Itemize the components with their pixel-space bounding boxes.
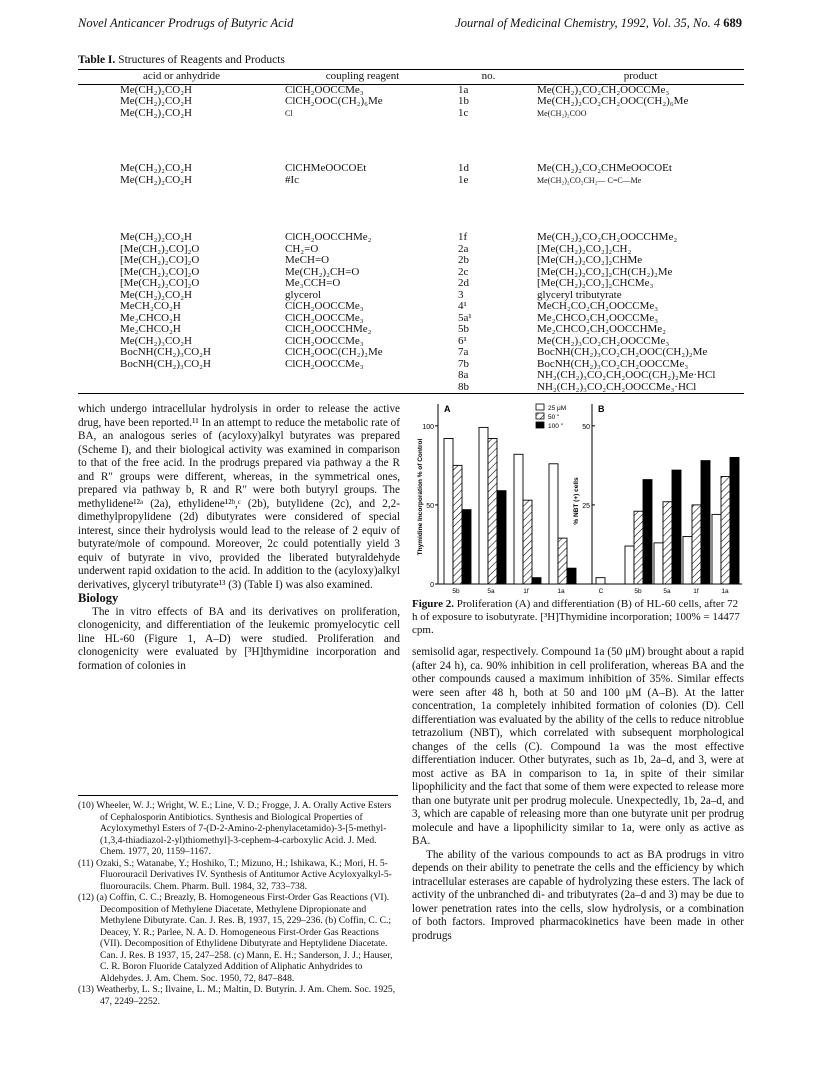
- legend-label-1: 50 ": [548, 414, 560, 421]
- y-axis-label-b: % NBT (+) cells: [573, 477, 580, 525]
- body-paragraph: The ability of the various compounds to act as BA prodrugs in vitro depends on their ability to penetrate the cells and the efficiency by which intracellular esterases are capable of hydrolyzing these esters. The lack of activity of the unbranched di- and tributyrates (2a–d and 3) may be due to lower penetration rates into the cells, slow hydrolysis, or a combination of both factors. Improved pharmacokinetics have been made in other prodrugs: [412, 848, 744, 942]
- bar-b-1f-0: [683, 537, 692, 584]
- table-cell-reagent: ClCH₂OOC(CH₂)₂Me: [285, 346, 383, 358]
- bar-b-C-0: [596, 578, 605, 584]
- table-cell-product: Me(CH₂)₂CO₂CH₂— C=C—Me: [537, 175, 642, 185]
- tick-label-b: 50: [582, 423, 590, 431]
- table-cell-product: Me(CH₂)₃CO₂CH₂OOCCMe₃: [537, 334, 670, 347]
- table-cell-acid: [Me(CH₂)₂CO]₂O: [120, 254, 200, 266]
- table-cell-reagent: ClCH₂OOCCMe₃: [285, 357, 364, 370]
- legend-label-2: 100 ": [548, 423, 563, 430]
- table-cell-reagent: Me₃CCH=O: [285, 277, 341, 289]
- x-tick-label: C: [598, 588, 604, 595]
- table-cell-acid: Me(CH₂)₂CO₂H: [120, 106, 192, 119]
- table-cell-product: [Me(CH₂)₂CO₂]₂CHCMe₃: [537, 277, 654, 289]
- table-cell-reagent: ClCH₂OOCCMe₃: [285, 334, 364, 347]
- reference-12: (12) (a) Coffin, C. C.; Breazly, B. Homogeneous First-Order Gas Reactions (VI). Decomposition of Methylene Diacetate, Methylene Dipropionate and Methylene Dibutyrate. Can. J. Res. B, 1937, 15, 229–236. (b) Coffin, C. C.; Deacey, Y. R.; Parlee, N. A. D. Homogeneous First-Order Gas Reactions (VII). Decomposition of Ethylidene Dibutyrate and Heptylidene Diacetate. Can. J. Res. B 1937, 15, 247–258. (c) Mann, E. H.; Sanderson, J. J.; Hauser, C. R. Boron Fluoride Catalyzed Addition of Aliphatic Anhydrides to Aldehydes. J. Am. Chem. Soc. 1950, 72, 847–848.: [78, 892, 393, 984]
- bar-a-1f-0: [514, 454, 523, 584]
- x-tick-label: 5a: [663, 588, 671, 595]
- bar-b-5b-1: [634, 511, 643, 584]
- table-cell-product: Me(CH₂)₂CO₂CH₂OOCCMe₃: [537, 83, 670, 96]
- figure-caption: [412, 598, 742, 637]
- bar-a-1f-1: [523, 500, 532, 584]
- col-header-product: product: [537, 70, 744, 85]
- table-row: [78, 175, 744, 223]
- table-cell-acid: Me(CH₂)₂CO₂H: [120, 83, 192, 96]
- table-cell-product: [Me(CH₂)₂CO₂]₂CH(CH₂)₂Me: [537, 265, 673, 278]
- table-row: [78, 96, 744, 108]
- figure-2: [412, 398, 744, 601]
- bar-b-1a-0: [712, 514, 721, 584]
- x-tick-label: 1f: [523, 588, 529, 595]
- bar-b-1a-2: [730, 457, 739, 584]
- bar-a-5a-1: [488, 438, 497, 584]
- table-body: [78, 84, 744, 394]
- table-cell-reagent: CH₂=O: [285, 242, 319, 255]
- bar-a-5b-1: [453, 465, 462, 584]
- y-axis-label-a: Thymidine Incorporation % of Control: [417, 438, 424, 556]
- bar-b-1f-2: [701, 461, 710, 584]
- table-cell-no: 2d: [458, 277, 469, 289]
- page-number: 689: [723, 16, 742, 30]
- body-paragraph: The in vitro effects of BA and its derivatives on proliferation, clonogenicity, and differentiation of the leukemic promyelocytic cell line HL-60 (Figure 1, A–D) were studied. Proliferation and clonogenicity were evaluated by [³H]thymidine incorporation and formation of colonies in: [78, 605, 400, 672]
- table-cell-acid: Me₂CHCO₂H: [120, 323, 181, 335]
- table-cell-acid: Me(CH₂)₂CO₂H: [120, 288, 192, 301]
- table-cell-product: BocNH(CH₂)₃CO₂CH₂OOC(CH₂)₂Me: [537, 346, 708, 358]
- table-cell-reagent: ClCHMeOOCOEt: [285, 162, 367, 174]
- bar-b-5b-2: [643, 480, 652, 584]
- table-cell-product: Me₂CHCO₂CH₂OOCCMe₃: [537, 311, 659, 324]
- table-cell-acid: BocNH(CH₂)₃CO₂H: [120, 346, 211, 358]
- table-row: [78, 163, 744, 175]
- table-cell-product: Me(CH₂)₂COO: [537, 108, 587, 118]
- table-cell-reagent: glycerol: [285, 288, 322, 301]
- table-cell-acid: Me(CH₂)₂CO₂H: [120, 231, 192, 243]
- table-cell-reagent: ClCH₂OOC(CH₂)₆Me: [285, 95, 383, 107]
- table-cell-no: 8a: [458, 369, 469, 381]
- table-cell-acid: Me(CH₂)₃CO₂H: [120, 334, 192, 347]
- table-cell-no: 6¹: [458, 334, 467, 347]
- table-row: [78, 278, 744, 290]
- table-cell-acid: Me₂CHCO₂H: [120, 311, 181, 324]
- table-cell-acid: BocNH(CH₂)₃CO₂H: [120, 357, 211, 370]
- table-cell-reagent: ClCH₂OOCCMe₃: [285, 311, 364, 324]
- table-cell-reagent: [285, 382, 440, 394]
- bar-a-5b-2: [462, 510, 471, 584]
- table-cell-product: NH₂(CH₂)₃CO₂CH₂OOCCMe₃·HCl: [537, 382, 744, 394]
- tick-label-a: 100: [422, 423, 434, 431]
- table-cell-product: BocNH(CH₂)₃CO₂CH₂OOCCMe₃: [537, 357, 689, 370]
- table-cell-no: 4¹: [458, 300, 467, 312]
- table-cell-product: Me(CH₂)₂CO₂CHMeOOCOEt: [537, 162, 672, 174]
- table-cell-reagent: ClCH₂OOCCHMe₂: [285, 323, 372, 335]
- table-row: [78, 222, 744, 244]
- header-journal: Journal of Medicinal Chemistry, 1992, Vol. 35, No. 4: [455, 16, 721, 30]
- table-cell-product: glyceryl tributyrate: [537, 288, 622, 301]
- table-cell-reagent: [285, 370, 440, 382]
- tick-label-a: 0: [430, 582, 434, 589]
- table-cell-acid: Me(CH₂)₂CO₂H: [120, 173, 192, 186]
- figure-2-chart: [412, 398, 744, 596]
- bar-b-5a-0: [654, 543, 663, 584]
- table-header-row: [78, 70, 744, 85]
- table-cell-reagent: ClCH₂OOCCHMe₂: [285, 231, 372, 243]
- reference-10: (10) Wheeler, W. J.; Wright, W. E.; Line, V. D.; Frogge, J. A. Orally Active Esters of Cephalosporin Antibiotics. Synthesis and Biological Properties of Acyloxymethyl Esters of 7-(D-2-Amino-2-phenylacetamido)-3-[5-methyl-(1,3,4-thiadiazol-2-yl)thiomethyl]-3-cephem-4-carboxylic Acid. J. Med. Chem. 1977, 20, 1159–1167.: [78, 800, 392, 857]
- table-row: [78, 324, 744, 336]
- x-tick-label: 1a: [557, 588, 565, 595]
- bar-a-5a-2: [497, 491, 506, 584]
- table-cell-reagent: ClCH₂OOCCMe₃: [285, 83, 364, 96]
- table-cell-no: 2b: [458, 254, 469, 266]
- x-tick-label: 5b: [452, 588, 460, 595]
- x-tick-label: 1f: [693, 588, 699, 595]
- table-row: [78, 382, 744, 394]
- table-cell-no: 1c: [458, 106, 469, 119]
- col-header-acid: acid or anhydride: [78, 70, 285, 85]
- table-cell-acid: [Me(CH₂)₂CO]₂O: [120, 265, 200, 278]
- header-right-group: [455, 16, 742, 31]
- table-cell-product: MeCH₂CO₂CH₂OOCCMe₃: [537, 300, 659, 312]
- table-row: [78, 301, 744, 313]
- table-cell-acid: [Me(CH₂)₂CO]₂O: [120, 242, 200, 255]
- legend-label-0: 25 μM: [548, 405, 567, 412]
- table-cell-no: 2a: [458, 242, 469, 255]
- reference-11: (11) Ozaki, S.; Watanabe, Y.; Hoshiko, T.; Mizuno, H.; Ishikawa, K.; Mori, H. 5-Fluorouracil Derivatives IV. Synthesis of Antitumor Active Acyloxyalkyl-5-fluorouracils. Chem. Pharm. Bull. 1984, 32, 733–738.: [78, 857, 392, 892]
- bar-a-1a-1: [558, 538, 567, 584]
- table-cell-no: 1e: [458, 173, 469, 186]
- table-cell-product: Me(CH₂)₂CO₂CH₂OOCCHMe₂: [537, 231, 678, 243]
- header-left: Novel Anticancer Prodrugs of Butyric Acid: [78, 16, 294, 30]
- table-cell-reagent: Me(CH₂)₂CH=O: [285, 265, 360, 278]
- bar-a-5a-0: [479, 427, 488, 584]
- x-tick-label: 1a: [721, 588, 729, 595]
- body-paragraph: semisolid agar, respectively. Compound 1a (50 μM) brought about a rapid (after 24 h), ca. 90% inhibition in cell proliferation, whereas BA and the other compounds caused a maximum inhibition of 35%. Similar effects were seen after 48 h, both at 50 and 100 μM (A–B). At the latter concentration, 1a completely inhibited formation of colonies (D). Cell differentiation was evaluated by the ability of the cells to reduce nitroblue tetrazolium (NBT), which correlated with subsequent morphological changes of the cells (C). Compound 1a was the most effective differentiation inducer. Other butyrates, such as 1b, 2a–d, and 3, were at most active as BA in comparison to 1a, in spite of their similar lipophilicity and the fact that some of them were expected to release more than one butyrate unit per prodrug molecule. Unexpectedly, 1b, 2a–d, and 3, which are capable of releasing more than one butyrate unit per prodrug molecule and have a lipophilicity similar to 1a, were only as active as BA.: [412, 646, 744, 847]
- legend-swatch-0: [536, 404, 544, 410]
- structures-table: [78, 69, 744, 394]
- col-header-no: no.: [440, 70, 537, 85]
- reference-13: (13) Weatherby, L. S.; Ilvaine, L. M.; Maltin, D. Butyrin. J. Am. Chem. Soc. 1925, 47, 2249–2252.: [78, 984, 396, 1007]
- table-cell-acid: MeCH₂CO₂H: [120, 300, 181, 312]
- table-cell-acid: [Me(CH₂)₂CO]₂O: [120, 277, 200, 289]
- table-cell-acid: Me(CH₂)₂CO₂H: [120, 95, 192, 107]
- table-row: [78, 108, 744, 164]
- table-cell-product: [Me(CH₂)₂CO₂]₂CHMe: [537, 254, 643, 266]
- references: [78, 795, 398, 1007]
- figure-caption-text: Proliferation (A) and differentiation (B) of HL-60 cells, after 72 h of exposure to isobutyrate. [³H]Thymidine incorporation; 100% = 14477 cpm.: [412, 598, 740, 636]
- table-cell-acid: Me(CH₂)₂CO₂H: [120, 162, 192, 174]
- table-cell-reagent: ClCH₂OOCCMe₃: [285, 300, 364, 312]
- tick-label-b: 25: [582, 502, 590, 510]
- table-row: [78, 370, 744, 382]
- right-column: [412, 646, 744, 943]
- col-header-reagent: coupling reagent: [285, 70, 440, 85]
- table-cell-no: 1a: [458, 83, 469, 96]
- table-cell-no: 1b: [458, 95, 469, 107]
- panel-label-b: B: [598, 404, 605, 414]
- table-cell-product: Me₂CHCO₂CH₂OOCCHMe₂: [537, 323, 667, 335]
- table-row: [78, 255, 744, 267]
- table-cell-acid: [78, 382, 285, 394]
- bar-a-1a-2: [567, 568, 576, 584]
- bar-b-1a-1: [721, 476, 730, 584]
- table-cell-no: 7b: [458, 357, 469, 370]
- x-tick-label: 5a: [487, 588, 495, 595]
- table-row: [78, 347, 744, 359]
- bar-a-1f-2: [532, 578, 541, 584]
- bar-a-1a-0: [549, 464, 558, 584]
- panel-label-a: A: [444, 404, 451, 414]
- left-column: [78, 403, 400, 673]
- table-cell-reagent: #Ic: [285, 173, 300, 186]
- table-cell-no: 1f: [458, 231, 468, 243]
- section-heading-biology: Biology: [78, 591, 119, 605]
- table-cell-no: 8b: [440, 382, 537, 394]
- body-paragraph: which undergo intracellular hydrolysis in order to release the active drug, have been reported.¹¹ In an attempt to reduce the metabolic rate of BA, an analogous series of (acyloxy)alkyl butyrates was prepared (Scheme I), and their biological activity was examined in comparison to that of the free acid. In the prodrugs prepared via pathway a the R and R″ groups were different, whereas, in the symmetrical ones, prepared via pathway b, R and R″ were both butyryl groups. The methylidene¹²ᵃ (2a), ethylidene¹²ᵇ,ᶜ (2b), butylidene (2c), and 2,2-dimethylpropylidene (2d) dibutyrates were considered of special interest, since their hydrolysis would lead to the release of 2 equiv of butyrate/mole of compound. Moreover, 2c could potentially yield 3 equiv of butyrate in vivo, provided the liberated butyraldehyde underwent rapid oxidation to the acid. In addition to the (acyloxy)alkyl derivatives, glyceryl tributyrate¹³ (3) (Table I) was also examined.: [78, 403, 400, 591]
- bar-b-5a-2: [672, 470, 681, 584]
- table-cell-no: 5a¹: [458, 311, 472, 324]
- table-cell-no: 3: [458, 288, 464, 301]
- table-cell-product: Me(CH₂)₂CO₂CH₂OOC(CH₂)₆Me: [537, 95, 689, 107]
- table-cell-reagent: MeCH=O: [285, 254, 330, 266]
- table-cell-product: [Me(CH₂)₂CO₂]₂CH₂: [537, 242, 632, 255]
- x-tick-label: 5b: [634, 588, 642, 595]
- legend-swatch-1: [536, 413, 544, 419]
- table-cell-reagent: Cl: [285, 108, 293, 118]
- bar-b-5a-1: [663, 502, 672, 584]
- tick-label-a: 50: [426, 502, 434, 510]
- table-title: Structures of Reagents and Products: [118, 54, 285, 66]
- running-header: [78, 16, 742, 31]
- bar-b-5b-0: [625, 546, 634, 584]
- bar-b-1f-1: [692, 505, 701, 584]
- figure-label: Figure 2.: [412, 598, 454, 610]
- table-caption: [78, 54, 285, 66]
- table-cell-no: 2c: [458, 265, 469, 278]
- table-cell-no: 1d: [458, 162, 469, 174]
- table-cell-no: 7a: [458, 346, 469, 358]
- table-label: Table I.: [78, 54, 116, 66]
- bar-a-5b-0: [444, 438, 453, 584]
- table-cell-product: NH₂(CH₂)₃CO₂CH₂OOC(CH₂)₂Me·HCl: [537, 369, 716, 381]
- table-cell-acid: [78, 370, 285, 382]
- legend-swatch-2: [536, 422, 544, 428]
- table-cell-no: 5b: [458, 323, 469, 335]
